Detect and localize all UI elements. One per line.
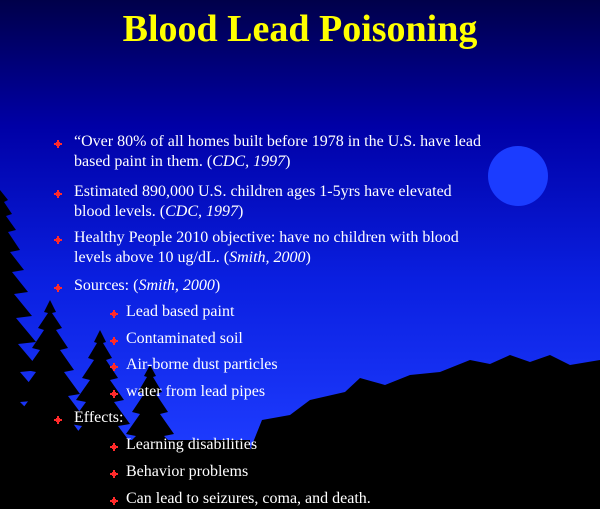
sub-item: Air-borne dust particles [126,356,278,373]
moon-icon [488,146,548,206]
sub-item: Learning disabilities [126,436,258,453]
plus-bullet-icon [110,363,118,371]
slide-title: Blood Lead Poisoning [122,8,478,50]
sub-item: Can lead to seizures, coma, and death. [126,490,371,507]
bullet-item-objective [74,228,459,268]
bullet-line [74,248,459,268]
citation: CDC, 1997 [165,203,238,220]
bullet-line: Healthy People 2010 objective: have no children with blood [74,229,459,246]
sub-item: Behavior problems [126,463,249,480]
sub-item: water from lead pipes [126,383,266,400]
bullet-text: ) [305,249,311,266]
citation: CDC, 1997 [212,153,286,170]
hill-silhouette-icon [250,355,600,450]
bullet-text: ) [238,203,244,220]
citation: Smith, 2000 [138,277,215,294]
plus-bullet-icon [54,284,62,292]
bullet-item-homes [74,132,481,172]
plus-bullet-icon [110,310,118,318]
plus-bullet-icon [110,497,118,505]
bullet-line [74,152,481,172]
citation: Smith, 2000 [229,249,306,266]
plus-bullet-icon [54,236,62,244]
bullet-text: ) [285,153,291,170]
plus-bullet-icon [54,190,62,198]
bullet-text: based paint in them. ( [74,153,213,170]
bullet-item-children [74,182,452,222]
bullet-text: Sources: ( [74,277,139,294]
plus-bullet-icon [110,390,118,398]
plus-bullet-icon [110,443,118,451]
plus-bullet-icon [54,140,62,148]
sub-item: Contaminated soil [126,330,243,347]
bullet-item-effects: Effects: [74,409,124,426]
bullet-line: Estimated 890,000 U.S. children ages 1-5yrs have elevated [74,183,452,200]
bullet-text: blood levels. ( [74,203,166,220]
bullet-text: levels above 10 ug/dL. ( [74,249,230,266]
bullet-line [74,202,452,222]
plus-bullet-icon [54,416,62,424]
bullet-line: “Over 80% of all homes built before 1978 in the U.S. have lead [74,133,481,150]
plus-bullet-icon [110,470,118,478]
bullet-text: ) [214,277,221,294]
plus-bullet-icon [110,337,118,345]
bullet-item-sources [74,276,220,296]
sub-item: Lead based paint [126,303,235,320]
